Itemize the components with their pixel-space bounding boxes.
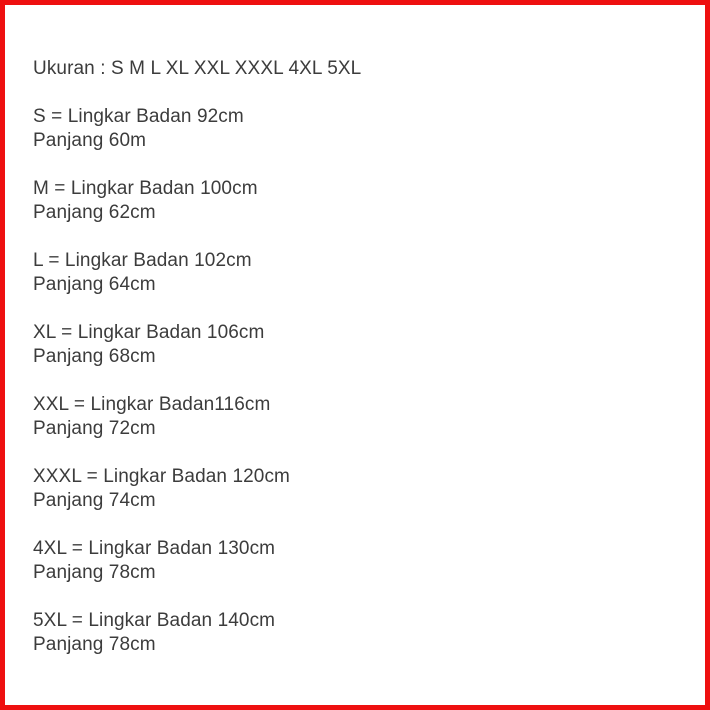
size-length-measurement: Panjang 68cm (33, 346, 156, 367)
size-length-measurement: Panjang 60m (33, 130, 147, 151)
size-length-measurement: Panjang 64cm (33, 274, 156, 295)
size-entry-xxl (33, 393, 673, 441)
size-length-measurement: Panjang 72cm (33, 418, 156, 439)
size-chest-measurement: L = Lingkar Badan 102cm (33, 250, 252, 271)
size-length-measurement: Panjang 62cm (33, 202, 156, 223)
size-chest-measurement: S = Lingkar Badan 92cm (33, 106, 244, 127)
size-chest-measurement: 4XL = Lingkar Badan 130cm (33, 538, 276, 559)
size-entry-5xl (33, 609, 673, 657)
size-length-measurement: Panjang 78cm (33, 634, 156, 655)
size-chest-measurement: XL = Lingkar Badan 106cm (33, 322, 265, 343)
size-chest-measurement: XXXL = Lingkar Badan 120cm (33, 466, 290, 487)
size-entry-l (33, 249, 673, 297)
size-entry-xxxl (33, 465, 673, 513)
size-entry-m (33, 177, 673, 225)
size-entry-s (33, 105, 673, 153)
size-chest-measurement: M = Lingkar Badan 100cm (33, 178, 258, 199)
size-entry-4xl (33, 537, 673, 585)
size-chart-text (33, 57, 673, 681)
size-list-heading: Ukuran : S M L XL XXL XXXL 4XL 5XL (33, 58, 362, 79)
size-length-measurement: Panjang 78cm (33, 562, 156, 583)
size-entry-xl (33, 321, 673, 369)
size-length-measurement: Panjang 74cm (33, 490, 156, 511)
size-chest-measurement: 5XL = Lingkar Badan 140cm (33, 610, 276, 631)
size-chest-measurement: XXL = Lingkar Badan116cm (33, 394, 271, 415)
